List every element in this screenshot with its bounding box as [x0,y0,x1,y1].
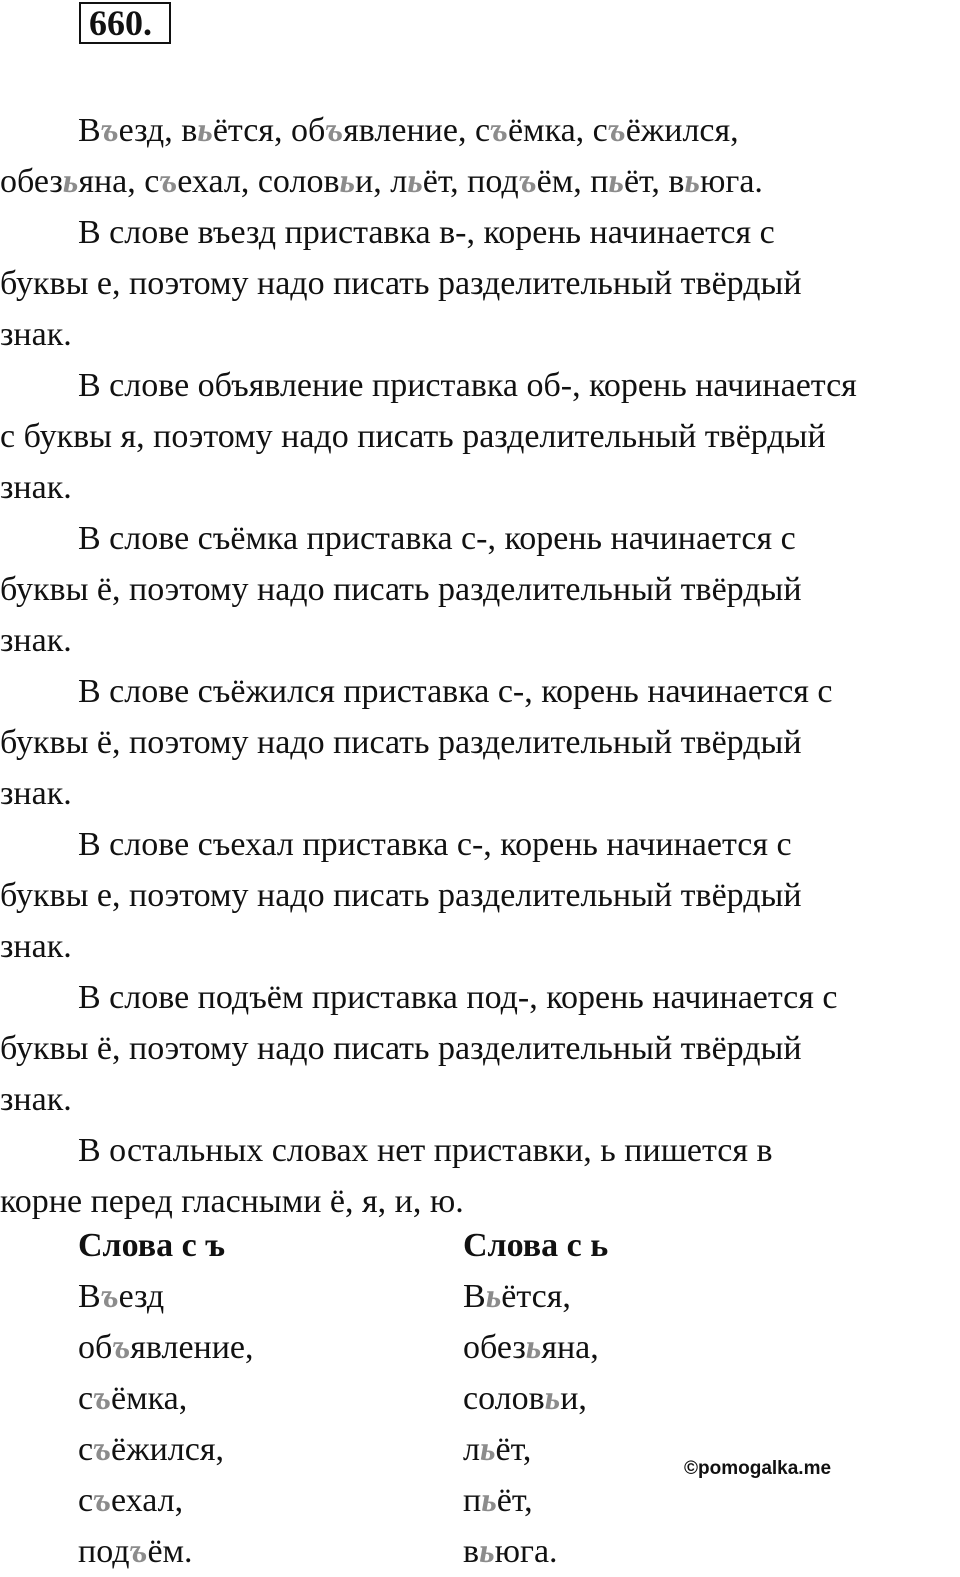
hard-sign-highlight: ъ [607,112,626,149]
watermark: ©pomogalka.me [684,1458,832,1479]
text-fragment: с буквы я, поэтому надо писать разделительный твёрдый [0,418,826,455]
text-line [0,819,960,870]
answer-text [0,105,960,1227]
text-fragment: ём. [147,1533,193,1570]
hard-sign-highlight: ъ [93,1482,112,1519]
text-fragment: под [78,1533,130,1570]
hard-sign-word [78,1322,254,1373]
text-line [0,309,960,360]
text-line [0,258,960,309]
text-fragment: знак. [0,928,72,965]
text-line [0,921,960,972]
text-fragment: л [463,1431,480,1468]
text-fragment: ётся, об [212,112,326,149]
text-fragment: ёт, [495,1431,532,1468]
text-fragment: В слове подъём приставка под-, корень начинается с [78,979,838,1016]
soft-sign-word [463,1271,608,1322]
text-fragment: солов [463,1380,545,1417]
soft-sign-word [463,1526,608,1577]
text-fragment: явление, с [343,112,491,149]
text-fragment: В слове въезд приставка в-, корень начинается с [78,214,775,251]
soft-sign-word [463,1322,608,1373]
hard-sign-column-header: Слова с ъ [78,1227,226,1264]
hard-sign-highlight: ъ [93,1380,112,1417]
hard-sign-highlight: ъ [100,1278,119,1315]
soft-sign-word [463,1424,608,1475]
hard-sign-highlight: ъ [129,1533,148,1570]
text-fragment: ётся, [501,1278,571,1315]
soft-sign-word [463,1475,608,1526]
soft-sign-highlight: ь [544,1380,561,1417]
text-fragment: ёжился, [111,1431,224,1468]
text-fragment: знак. [0,469,72,506]
hard-sign-word [78,1373,254,1424]
text-fragment: юга. [699,163,763,200]
text-line [0,870,960,921]
hard-sign-word [78,1271,254,1322]
text-fragment: В [463,1278,486,1315]
soft-sign-highlight: ь [62,163,79,200]
soft-sign-highlight: ь [339,163,356,200]
text-fragment: В слове съехал приставка с-, корень начинается с [78,826,792,863]
soft-sign-highlight: ь [608,163,624,200]
text-fragment: и, л [355,163,408,200]
text-fragment: знак. [0,1081,72,1118]
hard-sign-highlight: ъ [518,163,537,200]
text-line [0,615,960,666]
text-fragment: об [78,1329,113,1366]
text-fragment: в [463,1533,480,1570]
text-fragment: В [78,112,101,149]
text-line [0,360,960,411]
exercise-number: 660. [79,2,171,44]
text-line [0,513,960,564]
hard-sign-highlight: ъ [159,163,178,200]
text-fragment: знак. [0,622,72,659]
text-line [0,105,960,156]
text-fragment: езд, в [118,112,198,149]
text-fragment: обез [463,1329,526,1366]
hard-sign-column [78,1220,254,1577]
text-fragment: обез [0,163,63,200]
soft-sign-highlight: ь [481,1482,497,1519]
hard-sign-word [78,1526,254,1577]
soft-sign-highlight: ь [479,1431,496,1468]
text-fragment: с [78,1380,94,1417]
text-line [0,666,960,717]
text-fragment: В [78,1278,101,1315]
text-fragment: с [78,1482,94,1519]
soft-sign-highlight: ь [485,1278,502,1315]
hard-sign-word [78,1475,254,1526]
text-line [0,1125,960,1176]
text-fragment: и, [560,1380,587,1417]
hard-sign-word [78,1424,254,1475]
text-line [0,156,960,207]
soft-sign-highlight: ь [525,1329,542,1366]
hard-sign-highlight: ъ [100,112,119,149]
text-fragment: яна, [541,1329,599,1366]
hard-sign-highlight: ъ [112,1329,131,1366]
soft-sign-highlight: ь [407,163,423,200]
text-fragment: ехал, [111,1482,184,1519]
text-fragment: яна, с [78,163,160,200]
soft-sign-column [463,1220,608,1577]
text-line [0,564,960,615]
hard-sign-highlight: ъ [93,1431,112,1468]
text-line [0,717,960,768]
text-fragment: корне перед гласными ё, я, и, ю. [0,1183,464,1220]
text-fragment: буквы е, поэтому надо писать разделительный твёрдый [0,265,802,302]
soft-sign-highlight: ь [479,1533,495,1570]
soft-sign-word [463,1373,608,1424]
soft-sign-column-header: Слова с ь [463,1227,609,1264]
text-fragment: В слове съёжился приставка с-, корень начинается с [78,673,833,710]
soft-sign-highlight: ь [684,163,700,200]
text-line [0,1074,960,1125]
text-fragment: ём, п [536,163,609,200]
text-fragment: ехал, солов [177,163,340,200]
text-fragment: В слове съёмка приставка с-, корень начинается с [78,520,796,557]
text-line [0,768,960,819]
text-fragment: знак. [0,775,72,812]
text-line [0,462,960,513]
text-fragment: езд [118,1278,165,1315]
text-line [0,411,960,462]
text-fragment: с [78,1431,94,1468]
text-fragment: знак. [0,316,72,353]
text-fragment: буквы ё, поэтому надо писать разделительный твёрдый [0,724,802,761]
text-fragment: ёт, под [422,163,519,200]
text-line [0,972,960,1023]
text-fragment: п [463,1482,482,1519]
text-fragment: ёмка, [111,1380,188,1417]
text-fragment: ёт, в [623,163,685,200]
text-fragment: В слове объявление приставка об-, корень начинается [78,367,857,404]
text-fragment: ёмка, с [507,112,608,149]
text-line [0,1023,960,1074]
hard-sign-highlight: ъ [325,112,344,149]
hard-sign-highlight: ъ [490,112,508,149]
text-fragment: ёжился, [625,112,739,149]
text-fragment: юга. [494,1533,558,1570]
soft-sign-highlight: ь [197,112,213,149]
text-fragment: буквы ё, поэтому надо писать разделительный твёрдый [0,571,802,608]
text-fragment: буквы е, поэтому надо писать разделительный твёрдый [0,877,802,914]
text-fragment: буквы ё, поэтому надо писать разделительный твёрдый [0,1030,802,1067]
text-fragment: явление, [130,1329,254,1366]
text-fragment: ёт, [496,1482,533,1519]
text-fragment: В остальных словах нет приставки, ь пишется в [78,1132,773,1169]
text-line [0,207,960,258]
